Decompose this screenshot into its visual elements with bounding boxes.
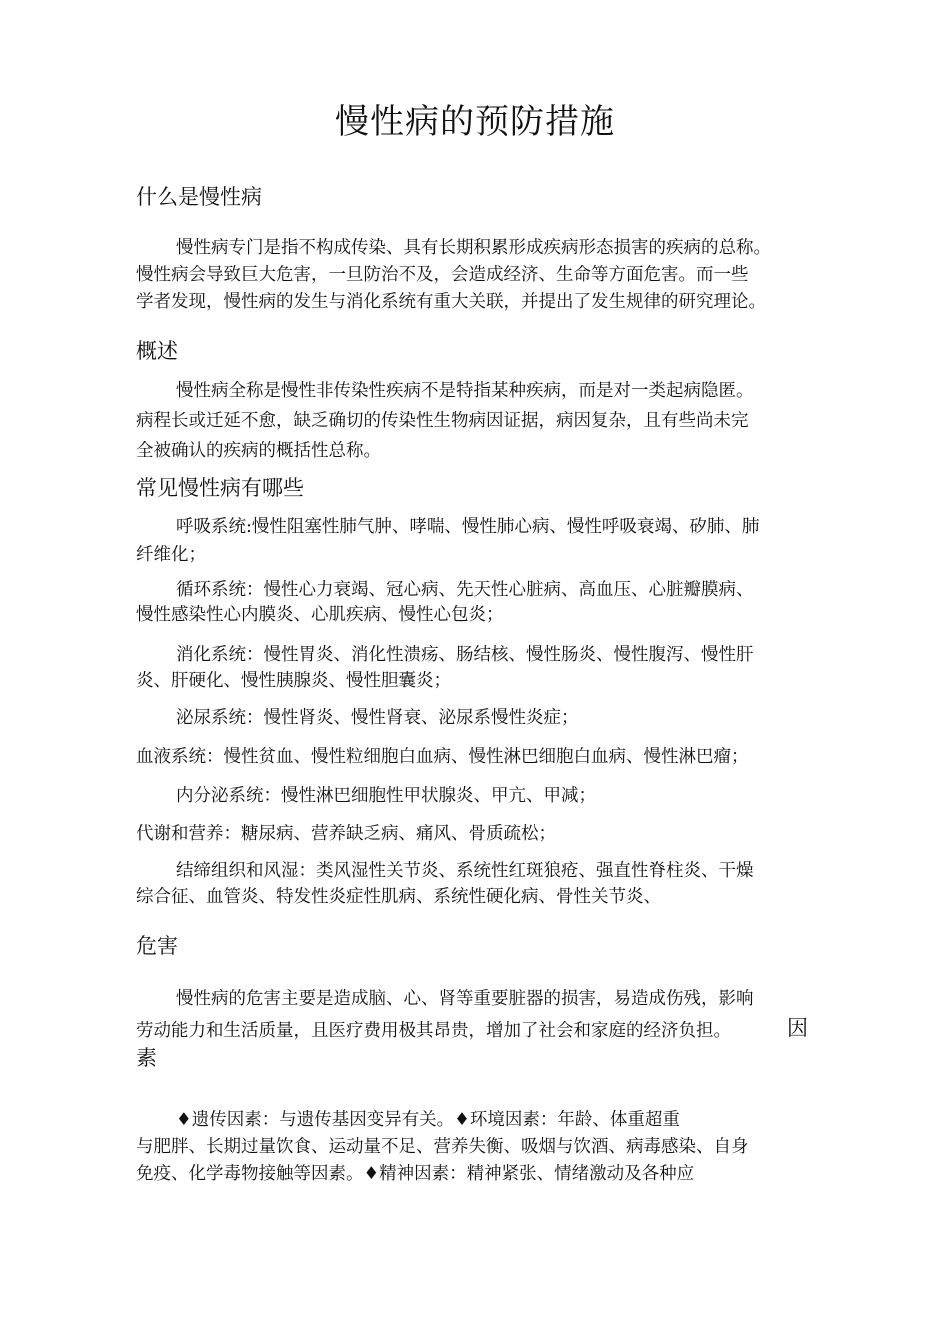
heading-common-diseases: 常见慢性病有哪些 bbox=[136, 476, 304, 500]
list-item-line: 泌尿系统：慢性肾炎、慢性肾衰、泌尿系慢性炎症； bbox=[176, 708, 579, 728]
heading-what-is: 什么是慢性病 bbox=[136, 185, 262, 209]
list-item-line: 呼吸系统:慢性阻塞性肺气肿、哮喘、慢性肺心病、慢性呼吸衰竭、矽肺、肺 bbox=[176, 517, 760, 537]
factors-heading-char: 素 bbox=[136, 1046, 157, 1070]
heading-harm: 危害 bbox=[136, 934, 178, 958]
paragraph-line: 病程长或迁延不愈，缺乏确切的传染性生物病因证据，病因复杂，且有些尚未完 bbox=[136, 411, 749, 431]
list-item-line: 内分泌系统：慢性淋巴细胞性甲状腺炎、甲亢、甲减； bbox=[176, 786, 596, 806]
paragraph-line: 慢性病全称是慢性非传染性疾病不是特指某种疾病，而是对一类起病隐匿。 bbox=[176, 381, 754, 401]
list-item-line: 慢性感染性心内膜炎、心肌疾病、慢性心包炎； bbox=[136, 605, 504, 625]
paragraph-line: 学者发现，慢性病的发生与消化系统有重大关联，并提出了发生规律的研究理论。 bbox=[136, 292, 766, 312]
list-item-line: 炎、肝硬化、慢性胰腺炎、慢性胆囊炎； bbox=[136, 671, 451, 691]
paragraph-line: 慢性病的危害主要是造成脑、心、肾等重要脏器的损害，易造成伤残，影响 bbox=[176, 989, 754, 1009]
paragraph-line: 与肥胖、长期过量饮食、运动量不足、营养失衡、吸烟与饮酒、病毒感染、自身 bbox=[136, 1137, 749, 1157]
list-item-line: 结缔组织和风湿：类风湿性关节炎、系统性红斑狼疮、强直性脊柱炎、干燥 bbox=[176, 861, 754, 881]
heading-overview: 概述 bbox=[136, 339, 178, 363]
list-item-line: 循环系统：慢性心力衰竭、冠心病、先天性心脏病、高血压、心脏瓣膜病、 bbox=[176, 580, 754, 600]
paragraph-line: 慢性病会导致巨大危害，一旦防治不及，会造成经济、生命等方面危害。而一些 bbox=[136, 265, 749, 285]
page-title: 慢性病的预防措施 bbox=[335, 102, 615, 142]
list-item-line: 血液系统：慢性贫血、慢性粒细胞白血病、慢性淋巴细胞白血病、慢性淋巴瘤； bbox=[136, 747, 749, 767]
paragraph-line: 全被确认的疾病的概括性总称。 bbox=[136, 441, 381, 461]
list-item-line: 综合征、血管炎、特发性炎症性肌病、系统性硬化病、骨性关节炎、 bbox=[136, 887, 661, 907]
paragraph-line: ♦遗传因素：与遗传基因变异有关。♦环境因素：年龄、体重超重 bbox=[176, 1110, 680, 1130]
list-item-line: 纤维化； bbox=[136, 545, 206, 565]
paragraph-line: 慢性病专门是指不构成传染、具有长期积累形成疾病形态损害的疾病的总称。 bbox=[176, 238, 771, 258]
factors-heading-char: 因 bbox=[787, 1016, 808, 1040]
list-item-line: 代谢和营养：糖尿病、营养缺乏病、痛风、骨质疏松； bbox=[136, 824, 556, 844]
paragraph-line: 劳动能力和生活质量，且医疗费用极其昂贵，增加了社会和家庭的经济负担。 bbox=[136, 1021, 731, 1041]
list-item-line: 消化系统：慢性胃炎、消化性溃疡、肠结核、慢性肠炎、慢性腹泻、慢性肝 bbox=[176, 645, 754, 665]
paragraph-line: 免疫、化学毒物接触等因素。♦精神因素：精神紧张、情绪激动及各种应 bbox=[136, 1164, 695, 1184]
